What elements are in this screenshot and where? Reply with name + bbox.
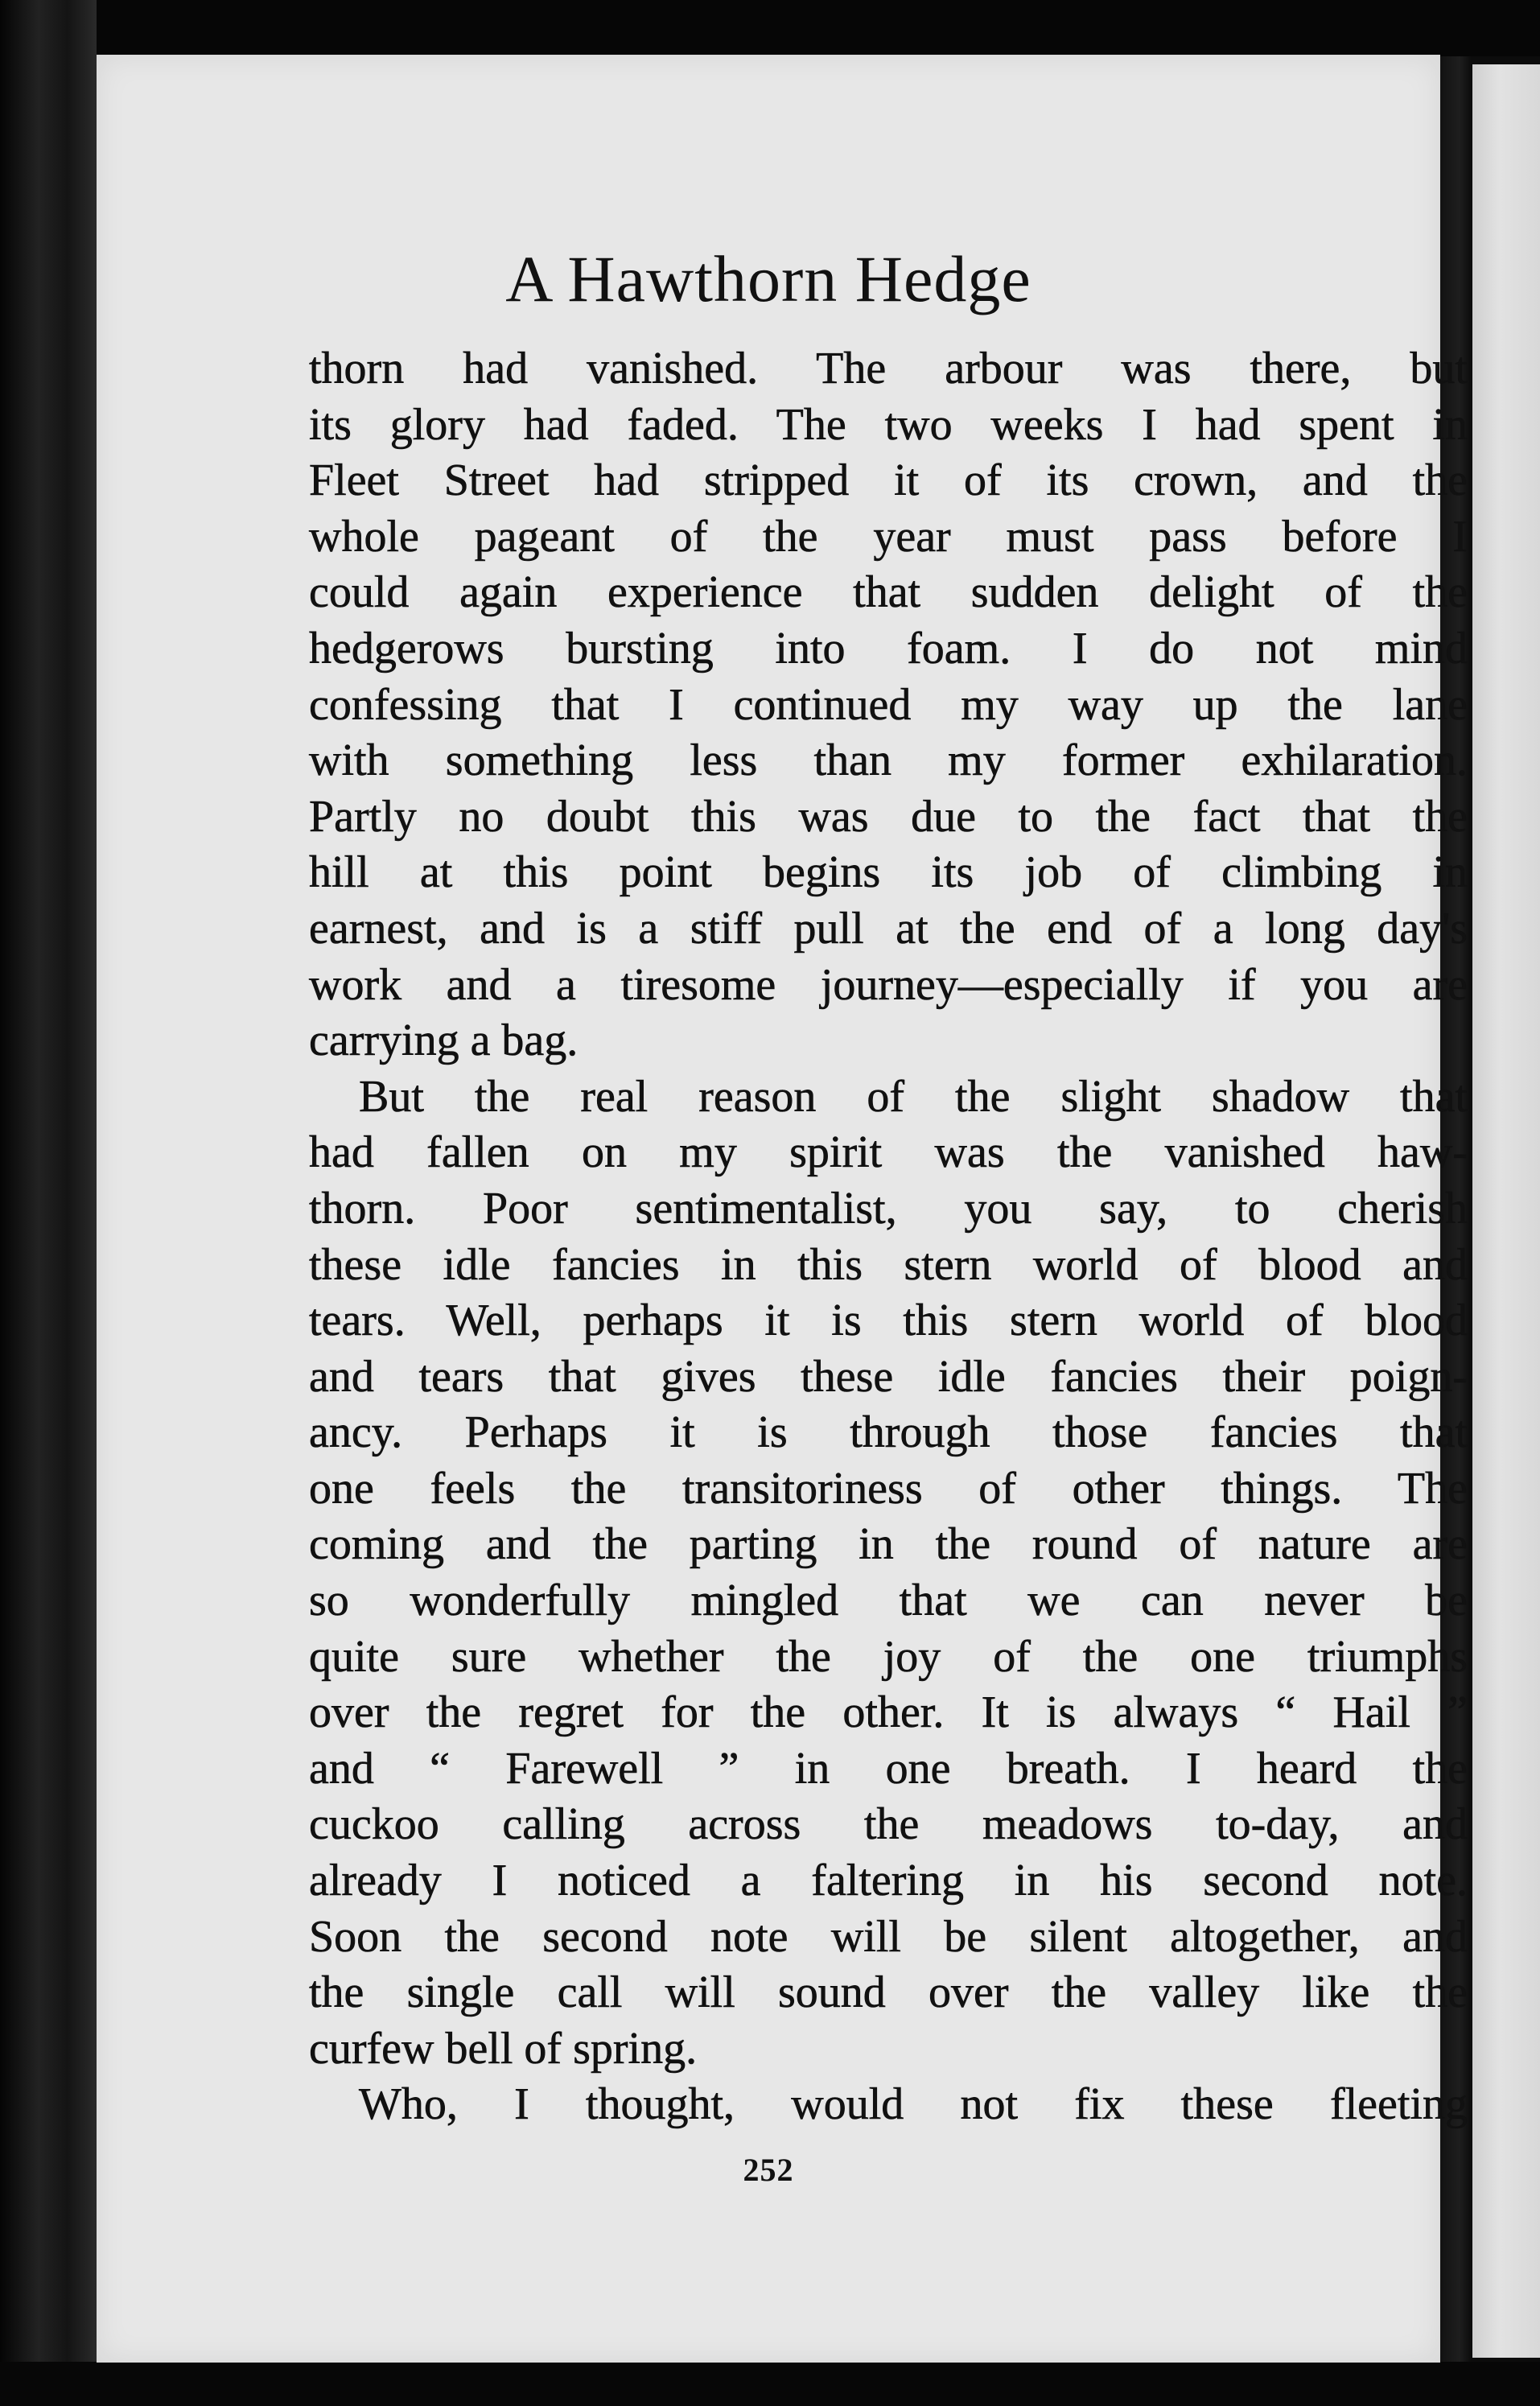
text-line: had fallen on my spirit was the vanished haw- bbox=[309, 1127, 1468, 1178]
text-line: so wonderfully mingled that we can never be bbox=[309, 1576, 1468, 1626]
text-line: with something less than my former exhilaration. bbox=[309, 735, 1468, 786]
text-line: already I noticed a faltering in his second note. bbox=[309, 1856, 1468, 1906]
text-line: its glory had faded. The two weeks I had spent in bbox=[309, 399, 1468, 450]
text-line: Partly no doubt this was due to the fact that the bbox=[309, 791, 1468, 842]
text-line: earnest, and is a stiff pull at the end of a long day's bbox=[309, 903, 1468, 954]
running-head: A Hawthorn Hedge bbox=[505, 242, 1031, 315]
text-line: could again experience that sudden delight of the bbox=[309, 567, 1468, 618]
scan-border-top bbox=[0, 0, 1540, 56]
text-line: Who, I thought, would not fix these fleeting bbox=[359, 2079, 1468, 2130]
text-line: Soon the second note will be silent altogether, and bbox=[309, 1911, 1468, 1962]
text-line: quite sure whether the joy of the one triumphs bbox=[309, 1631, 1468, 1682]
text-line: But the real reason of the slight shadow that bbox=[359, 1071, 1468, 1122]
text-line: cuckoo calling across the meadows to-day, and bbox=[309, 1799, 1468, 1850]
scan-border-bottom bbox=[0, 2362, 1540, 2406]
text-line: these idle fancies in this stern world of blood and bbox=[309, 1239, 1468, 1290]
text-line: hill at this point begins its job of climbing in bbox=[309, 847, 1468, 898]
scan-border-left bbox=[0, 0, 97, 2406]
body-text bbox=[309, 341, 1468, 2133]
text-line: confessing that I continued my way up the lane bbox=[309, 679, 1468, 730]
text-line: over the regret for the other. It is always “ Hail ” bbox=[309, 1687, 1468, 1738]
text-line: tears. Well, perhaps it is this stern world of blood bbox=[309, 1296, 1468, 1346]
page-number: 252 bbox=[743, 2152, 794, 2188]
next-page-edge bbox=[1472, 64, 1540, 2358]
text-line: ancy. Perhaps it is through those fancies that bbox=[309, 1407, 1468, 1458]
text-line: one feels the transitoriness of other things. The bbox=[309, 1463, 1468, 1514]
text-line: whole pageant of the year must pass before I bbox=[309, 511, 1468, 562]
text-line: work and a tiresome journey—especially if you are bbox=[309, 959, 1468, 1010]
text-line: curfew bell of spring. bbox=[309, 2023, 698, 2074]
text-line: carrying a bag. bbox=[309, 1016, 579, 1066]
text-line: coming and the parting in the round of nature are bbox=[309, 1519, 1468, 1570]
text-line: thorn. Poor sentimentalist, you say, to cherish bbox=[309, 1183, 1468, 1234]
text-line: Fleet Street had stripped it of its crown, and the bbox=[309, 455, 1468, 506]
text-line: and “ Farewell ” in one breath. I heard the bbox=[309, 1743, 1468, 1794]
text-line: and tears that gives these idle fancies their poign- bbox=[309, 1351, 1468, 1402]
book-page bbox=[97, 55, 1468, 2363]
text-line: thorn had vanished. The arbour was there, but bbox=[309, 344, 1468, 393]
text-line: hedgerows bursting into foam. I do not mind bbox=[309, 623, 1468, 674]
text-line: the single call will sound over the valley like the bbox=[309, 1967, 1468, 2018]
